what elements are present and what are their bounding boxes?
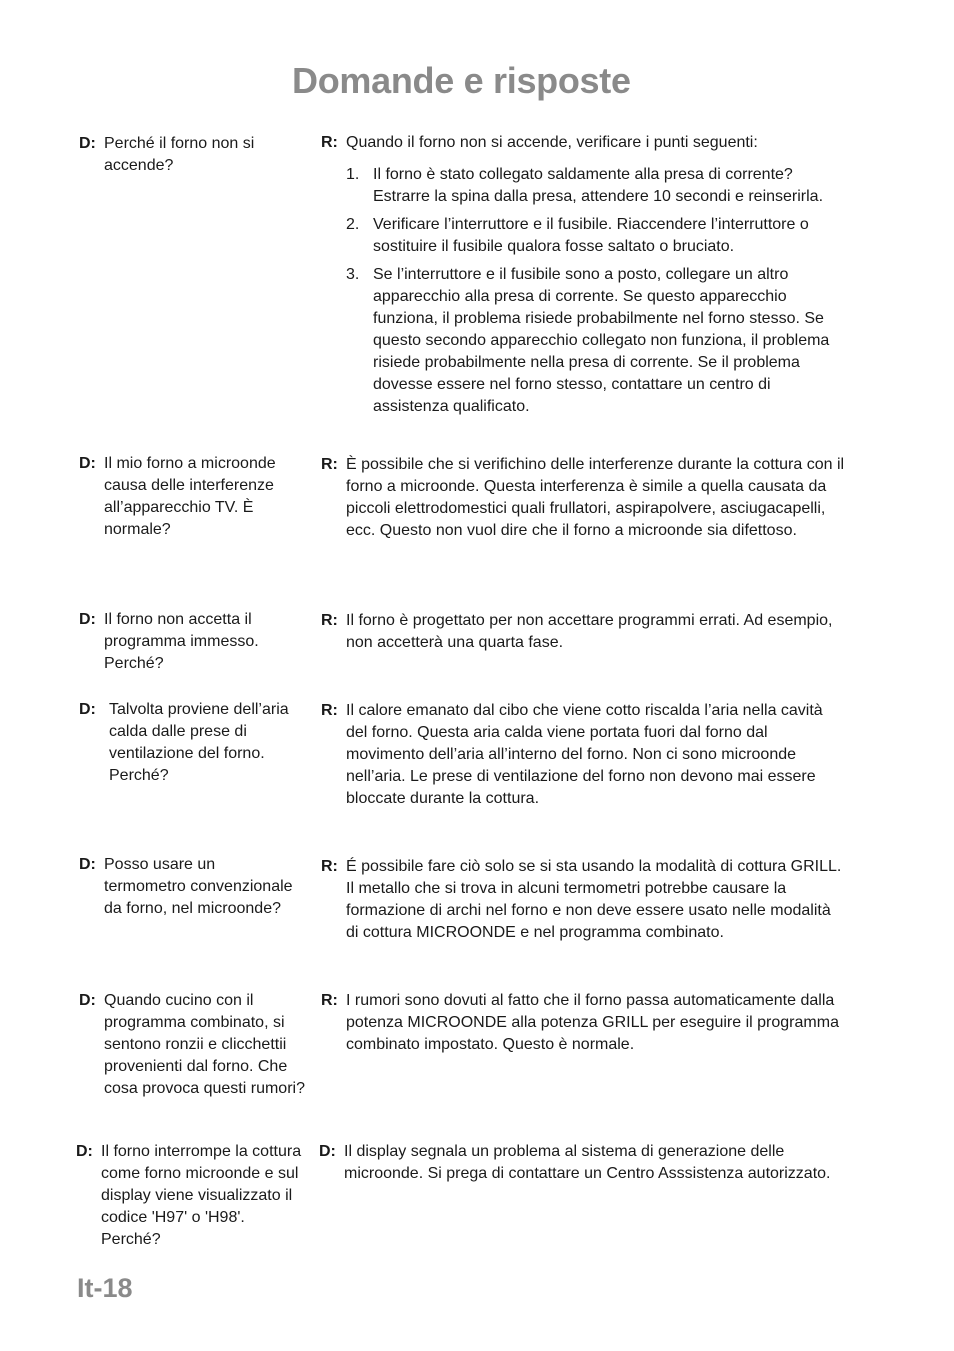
list-item [321,214,846,258]
question [79,133,311,177]
answer-label: R: [321,134,338,151]
answer [321,132,846,424]
list-item-text: Verificare l’interruttore e il fusibile. Riaccendere l’interruttore o sostituire il fusibile qualora fosse saltato o bruciato. [373,216,809,255]
answer-text: É possibile fare ciò solo se si sta usando la modalità di cottura GRILL. Il metallo che si trova in alcuni termometri potrebbe causare la formazione di archi nel forno e non deve essere usato nelle modalità di cottura MICROONDE e nel programma combinato. [346,858,842,941]
question-text: Quando cucino con il programma combinato, si sentono ronzii e clicchettii provenienti dal forno. Che cosa provoca questi rumori? [104,992,305,1097]
answer-label: R: [321,456,338,473]
question-text: Il forno non accetta il programma immesso. Perché? [104,611,259,672]
answer-label: R: [321,612,338,629]
answer-label: D: [319,1143,336,1160]
list-item-number: 2. [346,216,360,233]
question [79,609,289,675]
question-label: D: [79,611,96,628]
page-number: It-18 [77,1273,133,1303]
answer [321,856,846,944]
question-text: Il forno interrompe la cottura come forno microonde e sul display viene visualizzato il codice 'H97' o 'H98'. Perché? [101,1143,302,1248]
answer-list [321,164,846,418]
question-text: Talvolta proviene dell’aria calda dalle prese di ventilazione del forno. Perché? [109,701,289,784]
question-label: D: [79,455,96,472]
list-item-number: 3. [346,266,360,283]
answer-text: I rumori sono dovuti al fatto che il forno passa automaticamente dalla potenza MICROONDE alla potenza GRILL per eseguire il programma combinato impostato. Questo è normale. [346,992,839,1053]
answer-label: R: [321,858,338,875]
list-item [321,264,846,418]
question [79,699,311,787]
question-label: D: [79,992,96,1009]
answer-text: Il forno è progettato per non accettare programmi errati. Ad esempio, non accetterà una quarta fase. [346,612,833,651]
question [79,854,301,920]
page-title: Domande e risposte [292,60,631,101]
answer [321,990,846,1056]
question-label: D: [79,701,96,718]
answer-label: R: [321,992,338,1009]
answer-text: È possibile che si verifichino delle interferenze durante la cottura con il forno a microonde. Questa interferenza è simile a quella causata da piccoli elettrodomestici quali frullatori, aspirapolvere, asciugacapelli, ecc. Questo non vuol dire che il forno a microonde sia difettoso. [346,456,845,539]
answer-text: Il display segnala un problema al sistema di generazione delle microonde. Si prega di contattare un Centro Asssistenza autorizzato. [344,1143,831,1182]
list-item [321,164,846,208]
answer-text: Quando il forno non si accende, verificare i punti seguenti: [346,134,758,151]
question [79,990,311,1100]
answer [321,700,846,810]
answer [319,1141,844,1185]
question [76,1141,308,1251]
answer [321,454,846,542]
question-text: Il mio forno a microonde causa delle interferenze all’apparecchio TV. È normale? [104,455,276,538]
answer [321,610,846,654]
question-label: D: [79,856,96,873]
question-text: Perché il forno non si accende? [104,135,255,174]
question-text: Posso usare un termometro convenzionale da forno, nel microonde? [104,856,293,917]
list-item-number: 1. [346,166,360,183]
answer-text: Il calore emanato dal cibo che viene cotto riscalda l’aria nella cavità del forno. Questa aria calda viene portata fuori dal forno dal movimento dell’aria all’interno del forno. Non ci sono microonde nell’aria. Le prese di ventilazione del forno non devono mai essere bloccate durante la cottura. [346,702,823,807]
question-label: D: [76,1143,93,1160]
list-item-text: Il forno è stato collegato saldamente alla presa di corrente? Estrarre la spina dalla presa, attendere 10 secondi e reinserirla. [373,166,824,205]
question-label: D: [79,135,96,152]
answer-label: R: [321,702,338,719]
question [79,453,289,541]
list-item-text: Se l’interruttore e il fusibile sono a posto, collegare un altro apparecchio alla presa di corrente. Se questo apparecchio funziona, il problema risiede probabilmente nel forno stesso. Se questo secondo apparecchio collegato non funziona, il problema risiede probabilmente nella presa di corrente. Se il problema dovesse essere nel forno stesso, contattare un centro di assistenza qualificato. [373,266,830,415]
